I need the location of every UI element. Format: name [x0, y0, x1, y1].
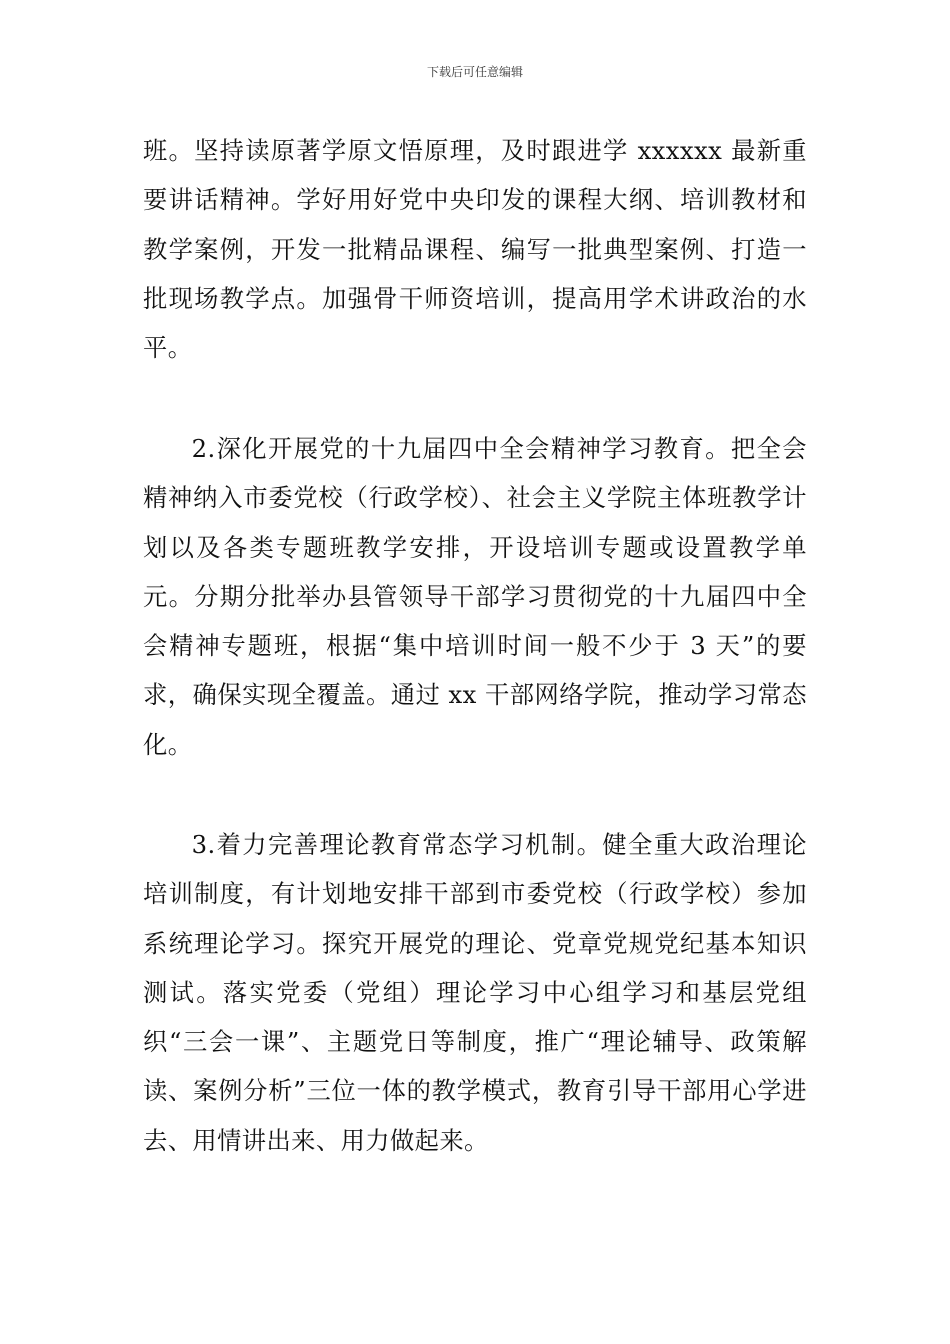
paragraph-item-2: 2.深化开展党的十九届四中全会精神学习教育。把全会精神纳入市委党校（行政学校）、社会主义学院主体班教学计划以及各类专题班教学安排，开设培训专题或设置教学单元。分期分批举办县管领导干部学习贯彻党的十九届四中全会精神专题班，根据“集中培训时间一般不少于 3 天”的要求，确保实现全覆盖。通过 xx 干部网络学院，推动学习常态化。 [143, 434, 807, 759]
paragraph-continuation: 班。坚持读原著学原文悟原理，及时跟进学 xxxxxx 最新重要讲话精神。学好用好党中央印发的课程大纲、培训教材和教学案例，开发一批精品课程、编写一批典型案例、打造一批现场教学点。加强骨干师资培训，提高用学术讲政治的水平。 [143, 136, 807, 363]
page-header: 下载后可任意编辑 [426, 65, 523, 79]
paragraph-item-3: 3.着力完善理论教育常态学习机制。健全重大政治理论培训制度，有计划地安排干部到市委党校（行政学校）参加系统理论学习。探究开展党的理论、党章党规党纪基本知识测试。落实党委（党组）理论学习中心组学习和基层党组织“三会一课”、主题党日等制度，推广“理论辅导、政策解读、案例分析”三位一体的教学模式，教育引导干部用心学进去、用情讲出来、用力做起来。 [143, 830, 807, 1155]
